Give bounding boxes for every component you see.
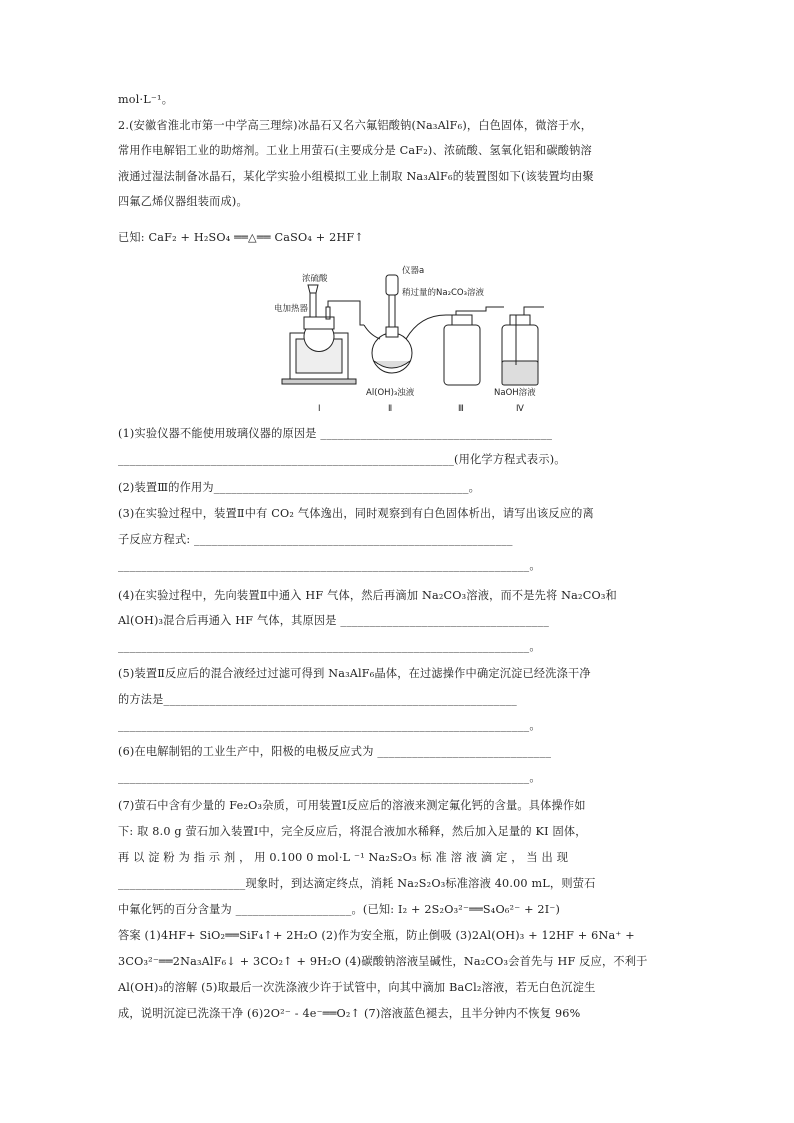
question-1-line-1: (1)实验仪器不能使用玻璃仪器的原因是 ________________________________________ [118, 427, 553, 440]
label-naoh-solution: NaOH溶液 [494, 388, 536, 398]
answer-line-3: Al(OH)₃的溶解 (5)取最后一次洗涤液少许于试管中，向其中滴加 BaCl₂溶液，若无白色沉淀生 [118, 981, 596, 994]
question-4-line-1: (4)在实验过程中，先向装置Ⅱ中通入 HF 气体，然后再滴加 Na₂CO₃溶液，而不是先将 Na₂CO₃和 [118, 589, 617, 602]
question-5-line-1: (5)装置Ⅱ反应后的混合液经过过滤可得到 Na₃AlF₆晶体，在过滤操作中确定沉淀已经洗涤干净 [118, 667, 591, 680]
question-7-line-3: 再 以 淀 粉 为 指 示 剂 ， 用 0.100 0 mol·L ⁻¹ Na₂S₂O₃ 标 准 溶 液 滴 定 ， 当 出 现 [118, 851, 569, 864]
instrument-a [386, 275, 398, 295]
text-line: mol·L⁻¹。 [118, 93, 174, 106]
question-7-line-2: 下: 取 8.0 g 萤石加入装置Ⅰ中，完全反应后，将混合液加水稀释，然后加入足量的 KI 固体， [118, 825, 587, 838]
label-apparatus-1: Ⅰ [318, 404, 321, 414]
question-2-line: (2)装置Ⅲ的作用为____________________________________________。 [118, 481, 481, 494]
question-3-line-2: 子反应方程式: _______________________________________________________ [118, 533, 513, 546]
question-7-line-4: ______________________现象时，到达滴定终点，消耗 Na₂S₂O₃标准溶液 40.00 mL，则萤石 [118, 877, 596, 890]
question-2-intro-line-2: 常用作电解铝工业的助熔剂。工业上用萤石(主要成分是 CaF₂)、浓硫酸、氢氧化铝和碳酸钠溶 [118, 144, 592, 157]
question-3-line-1: (3)在实验过程中，装置Ⅱ中有 CO₂ 气体逸出，同时观察到有白色固体析出，请写出该反应的离 [118, 507, 594, 520]
given-reaction: 已知: CaF₂ + H₂SO₄ ══△══ CaSO₄ + 2HF↑ [118, 231, 364, 244]
answer-line-4: 成，说明沉淀已洗涤干净 (6)2O²⁻ - 4e⁻══O₂↑ (7)溶液蓝色褪去，且半分钟内不恢复 96% [118, 1007, 581, 1020]
acid-funnel [310, 293, 316, 317]
question-6-line-2: _______________________________________________________________________。 [118, 771, 541, 784]
question-5-line-2: 的方法是_____________________________________________________________ [118, 693, 517, 706]
apparatus-figure [268, 265, 578, 415]
label-aloh3-suspension: Al(OH)₃浊液 [366, 388, 415, 398]
question-2-intro-line-4: 四氟乙烯仪器组装而成)。 [118, 195, 248, 208]
question-2-intro-line-3: 液通过湿法制备冰晶石，某化学实验小组模拟工业上制取 Na₃AlF₆的装置图如下(该装置均由聚 [118, 170, 594, 183]
question-2-intro-line-1: 2.(安徽省淮北市第一中学高三理综)冰晶石又名六氟铝酸钠(Na₃AlF₆)，白色固体，微溶于水， [118, 119, 593, 132]
label-concentrated-sulfuric-acid: 浓硫酸 [302, 274, 328, 284]
question-7-line-1: (7)萤石中含有少量的 Fe₂O₃杂质，可用装置Ⅰ反应后的溶液来测定氟化钙的含量。具体操作如 [118, 799, 586, 812]
answer-line-2: 3CO₃²⁻══2Na₃AlF₆↓ + 3CO₂↑ + 9H₂O (4)碳酸钠溶液呈碱性，Na₂CO₃会首先与 HF 反应，不利于 [118, 955, 648, 968]
bottle-iii [444, 325, 480, 385]
label-apparatus-4: Ⅳ [516, 404, 524, 414]
question-6-line-1: (6)在电解制铝的工业生产中，阳极的电极反应式为 ______________________________ [118, 745, 552, 758]
question-7-line-5: 中氟化钙的百分含量为 ____________________。(已知: I₂ + 2S₂O₃²⁻══S₄O₆²⁻ + 2I⁻) [118, 903, 561, 916]
question-3-line-3: _______________________________________________________________________。 [118, 559, 541, 572]
label-instrument-a: 仪器a [402, 266, 425, 276]
label-electric-heater: 电加热器 [274, 304, 309, 314]
question-4-line-3: _______________________________________________________________________。 [118, 640, 541, 653]
answer-line-1: 答案 (1)4HF+ SiO₂══SiF₄↑+ 2H₂O (2)作为安全瓶，防止倒吸 (3)2Al(OH)₃ + 12HF + 6Na⁺ + [118, 929, 635, 942]
label-na2co3-solution: 稍过量的Na₂CO₃溶液 [402, 288, 485, 298]
label-apparatus-2: Ⅱ [388, 404, 393, 414]
label-apparatus-3: Ⅲ [458, 404, 464, 414]
question-5-line-3: _______________________________________________________________________。 [118, 719, 541, 732]
question-4-line-2: Al(OH)₃混合后再通入 HF 气体，其原因是 ____________________________________ [118, 614, 549, 627]
question-1-line-2: __________________________________________________________(用化学方程式表示)。 [118, 453, 566, 466]
